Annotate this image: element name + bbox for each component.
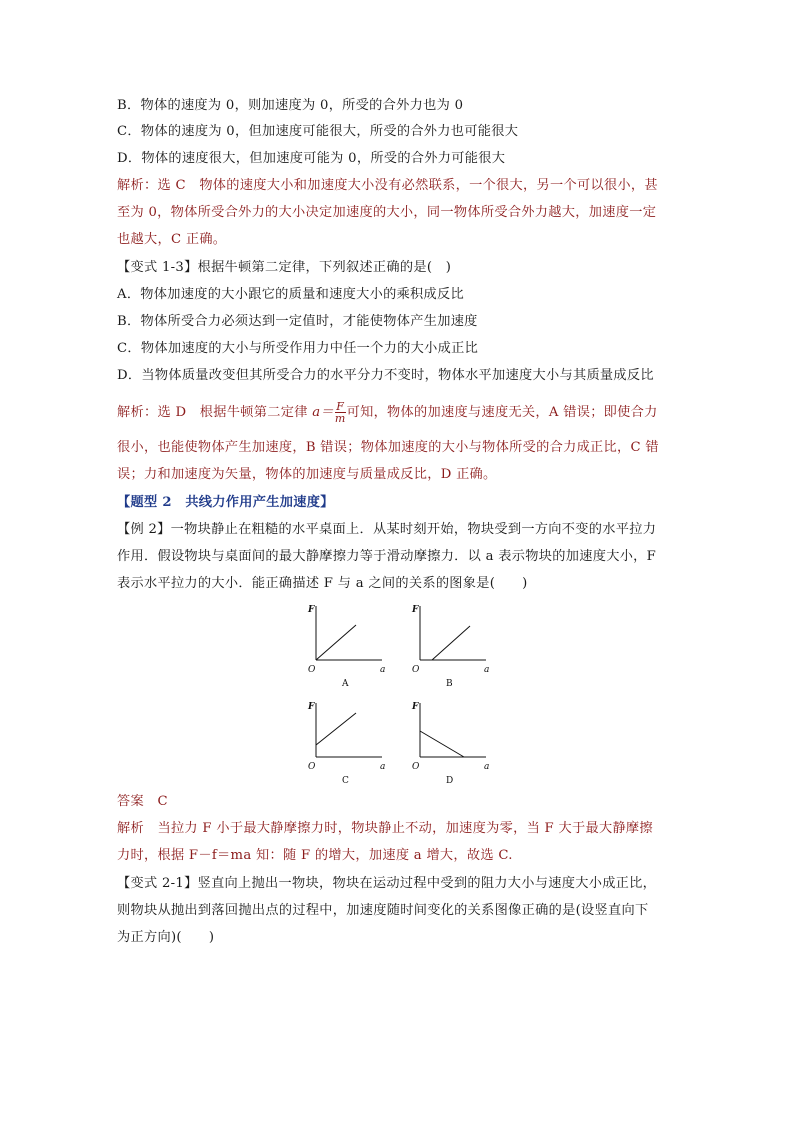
- graph-d-x-label: a: [484, 762, 490, 772]
- graph-b-plot: [404, 600, 504, 690]
- analysis-2-line: 力时，根据 F－f＝ma 知：随 F 的增大，加速度 a 增大，故选 C.: [117, 848, 513, 863]
- formula-lhs: a＝: [312, 405, 334, 420]
- variant-2-1-line: 则物块从抛出到落回抛出点的过程中，加速度随时间变化的关系图像正确的是(设竖直向下: [117, 903, 649, 918]
- graph-b-line: [432, 626, 470, 660]
- variant-1-3-analysis-formula-line: [117, 400, 658, 426]
- graph-b: [404, 600, 504, 694]
- example-2-line: 【例 2】一物块静止在粗糙的水平桌面上．从某时刻开始，物块受到一方向不变的水平拉力: [117, 522, 657, 537]
- variant-1-3-option-c: C．物体加速度的大小与所受作用力中任一个力的大小成正比: [117, 341, 479, 356]
- graph-c-y-label: F: [308, 702, 315, 712]
- analysis-line: 解析：选 C 物体的速度大小和加速度大小没有必然联系，一个很大，另一个可以很小，甚: [117, 178, 658, 193]
- formula-numerator: F: [336, 400, 345, 413]
- graph-b-y-label: F: [412, 605, 419, 615]
- graph-c-origin: O: [308, 762, 316, 772]
- variant-1-3-option-d: D．当物体质量改变但其所受合力的水平分力不变时，物体水平加速度大小与其质量成反比: [117, 368, 654, 383]
- graph-c-caption: C: [342, 776, 349, 786]
- graph-a-origin: O: [308, 665, 316, 675]
- example-2-line: 表示水平拉力的大小．能正确描述 F 与 a 之间的关系的图象是( ): [117, 576, 528, 591]
- topic-heading: 【题型 2 共线力作用产生加速度】: [117, 495, 334, 510]
- option-b: B．物体的速度为 0，则加速度为 0，所受的合外力也为 0: [117, 98, 464, 113]
- graph-a-caption: A: [342, 679, 349, 689]
- variant-1-3-question: 【变式 1-3】根据牛顿第二定律，下列叙述正确的是( ): [117, 260, 452, 275]
- graph-b-x-label: a: [484, 665, 490, 675]
- variant-1-3-option-a: A．物体加速度的大小跟它的质量和速度大小的乘积成反比: [117, 287, 465, 302]
- graph-a-x-label: a: [380, 665, 386, 675]
- variant-2-1-line: 【变式 2-1】竖直向上抛出一物块，物块在运动过程中受到的阻力大小与速度大小成正比，: [117, 876, 657, 891]
- variant-1-3-analysis-line: 很小，也能使物体产生加速度，B 错误；物体加速度的大小与物体所受的合力成正比，C 错: [117, 440, 659, 455]
- graph-a-plot: [300, 600, 400, 690]
- graph-a: [300, 600, 400, 694]
- graph-c-x-label: a: [380, 762, 386, 772]
- analysis-suffix: 可知，物体的加速度与速度无关，A 错误；即使合力: [346, 405, 658, 420]
- analysis-prefix: 解析：选 D 根据牛顿第二定律: [117, 405, 313, 420]
- analysis-2-line: 解析 当拉力 F 小于最大静摩擦力时，物块静止不动，加速度为零，当 F 大于最大静摩擦: [117, 821, 653, 836]
- graph-c-plot: [300, 697, 400, 787]
- example-2-line: 作用．假设物块与桌面间的最大静摩擦力等于滑动摩擦力．以 a 表示物块的加速度大小，F: [117, 549, 657, 564]
- graph-b-caption: B: [446, 679, 453, 689]
- formula-fraction: [335, 401, 346, 424]
- graph-b-origin: O: [412, 665, 420, 675]
- answer: 答案 C: [117, 794, 168, 809]
- variant-1-3-option-b: B．物体所受合力必须达到一定值时，才能使物体产生加速度: [117, 314, 478, 329]
- graph-d-plot: [404, 697, 504, 787]
- analysis-line: 至为 0，物体所受合外力的大小决定加速度的大小，同一物体所受合外力越大，加速度一定: [117, 205, 657, 220]
- formula-denominator: m: [334, 412, 346, 425]
- variant-2-1-line: 为正方向)( ): [117, 930, 215, 945]
- option-d: D．物体的速度很大，但加速度可能为 0，所受的合外力可能很大: [117, 151, 506, 166]
- graph-c: [300, 697, 400, 791]
- graph-d-origin: O: [412, 762, 420, 772]
- variant-1-3-analysis-line: 误；力和加速度为矢量，物体的加速度与质量成反比，D 正确。: [117, 467, 497, 482]
- analysis-line: 也越大，C 正确。: [117, 232, 227, 247]
- graph-d-y-label: F: [412, 702, 419, 712]
- graph-d-caption: D: [446, 776, 454, 786]
- graph-d: [404, 697, 504, 791]
- graph-a-line: [316, 625, 356, 660]
- option-c: C．物体的速度为 0，但加速度可能很大，所受的合外力也可能很大: [117, 124, 519, 139]
- graph-d-line: [420, 731, 464, 757]
- graph-a-y-label: F: [308, 605, 315, 615]
- graph-c-line: [316, 713, 356, 745]
